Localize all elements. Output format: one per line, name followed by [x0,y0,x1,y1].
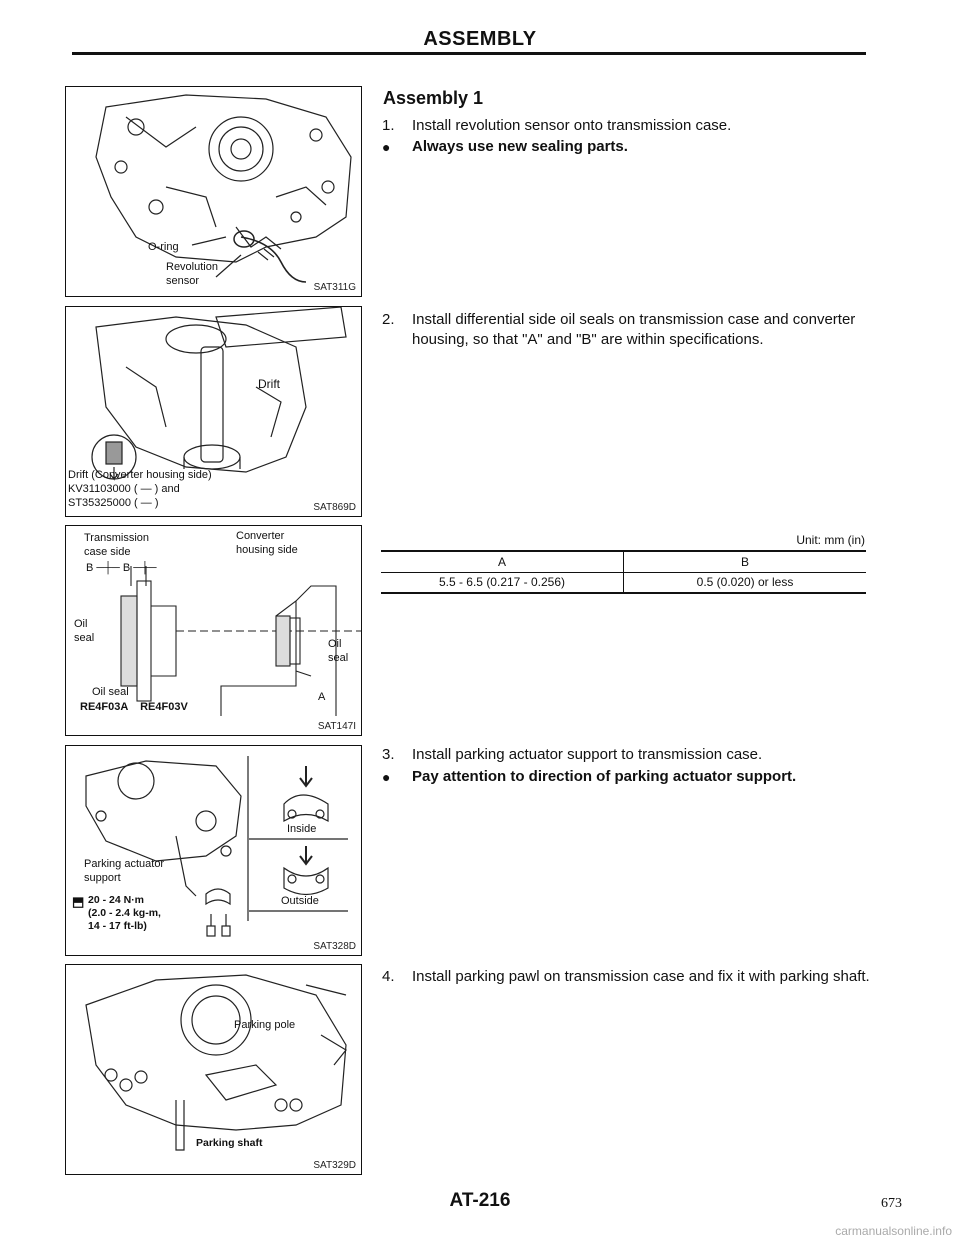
step-text: Install parking pawl on transmission case and fix it with parking shaft. [412,968,870,985]
figure-oil-seal-dimensions [65,525,362,736]
step-text: Install parking actuator support to transmission case. [412,746,763,763]
label-oil-seal-bottom: Oil seal [92,686,129,698]
label-drift-st: ST35325000 ( — ) [68,497,159,509]
spec-table [381,550,866,594]
figure-parking-shaft [65,964,362,1175]
label-oil-seal-right: Oil seal [328,638,349,664]
step-2 [382,310,872,350]
label-revolution-sensor: Revolution sensor [166,261,218,287]
step-text: Install differential side oil seals on transmission case and converter housing, so that "A" and "B" are within specifications. [412,311,856,348]
label-outside: Outside [281,895,319,907]
label-models: RE4F03A RE4F03V [80,701,188,713]
label-inside: Inside [287,823,317,835]
spec-header-b: B [740,554,749,569]
label-drift: Drift [258,377,280,391]
table-row [381,572,866,593]
step-3-note [382,767,872,787]
figure-parking-actuator-support [65,745,362,956]
bullet-icon: ● [382,139,391,155]
label-dimension-a: A [318,691,326,703]
label-parking-shaft: Parking shaft [196,1137,263,1149]
figure-code: SAT329D [313,1160,356,1171]
manual-page-number: 673 [881,1196,902,1211]
label-o-ring: O-ring [148,241,179,253]
step-1-note [382,137,872,157]
torque-icon: ⬒ [72,894,85,909]
label-oil-seal-left: Oil seal [74,618,95,644]
figure-oil-seal-drift [65,306,362,517]
spec-header-a: A [381,551,624,572]
figure-code: SAT147I [317,721,356,732]
step-number: 3. [382,746,395,763]
note-text: Always use new sealing parts. [412,138,628,155]
step-text: Install revolution sensor onto transmission case. [412,117,732,134]
step-number: 1. [382,117,395,134]
spec-unit: Unit: mm (in) [796,533,865,547]
label-parking-actuator-support: Parking actuator support [84,858,165,884]
label-drift-kv: KV31103000 ( — ) and [68,483,180,495]
step-3 [382,745,872,765]
label-converter-housing-side: Converter housing side [236,530,298,556]
step-4 [382,967,872,987]
figure-revolution-sensor [65,86,362,297]
spec-value-a: 5.5 - 6.5 (0.217 - 0.256) [381,572,624,593]
figure-code: SAT869D [313,502,356,513]
page-title: ASSEMBLY [423,28,537,50]
figure-code: SAT328D [313,941,356,952]
page-number: AT-216 [449,1190,511,1211]
label-drift-converter-side: Drift (Converter housing side) [68,469,212,481]
step-number: 4. [382,968,395,985]
bullet-icon: ● [382,769,391,785]
header-rule [72,52,866,55]
label-parking-pole: Parking pole [234,1019,296,1031]
step-number: 2. [382,311,395,328]
label-transmission-case-side: Transmission case side [84,532,149,558]
note-text: Pay attention to direction of parking actuator support. [412,768,797,785]
watermark: carmanualsonline.info [835,1224,952,1238]
step-1 [382,116,872,136]
tightening-torque: 20 - 24 N·m (2.0 - 2.4 kg-m, 14 - 17 ft-lb) [88,894,161,933]
spec-value-b: 0.5 (0.020) or less [696,575,794,590]
label-dimension-b: B ─┼─ B ─┼─ [86,562,157,574]
figure-code: SAT311G [313,282,356,293]
section-title: Assembly 1 [383,88,484,108]
